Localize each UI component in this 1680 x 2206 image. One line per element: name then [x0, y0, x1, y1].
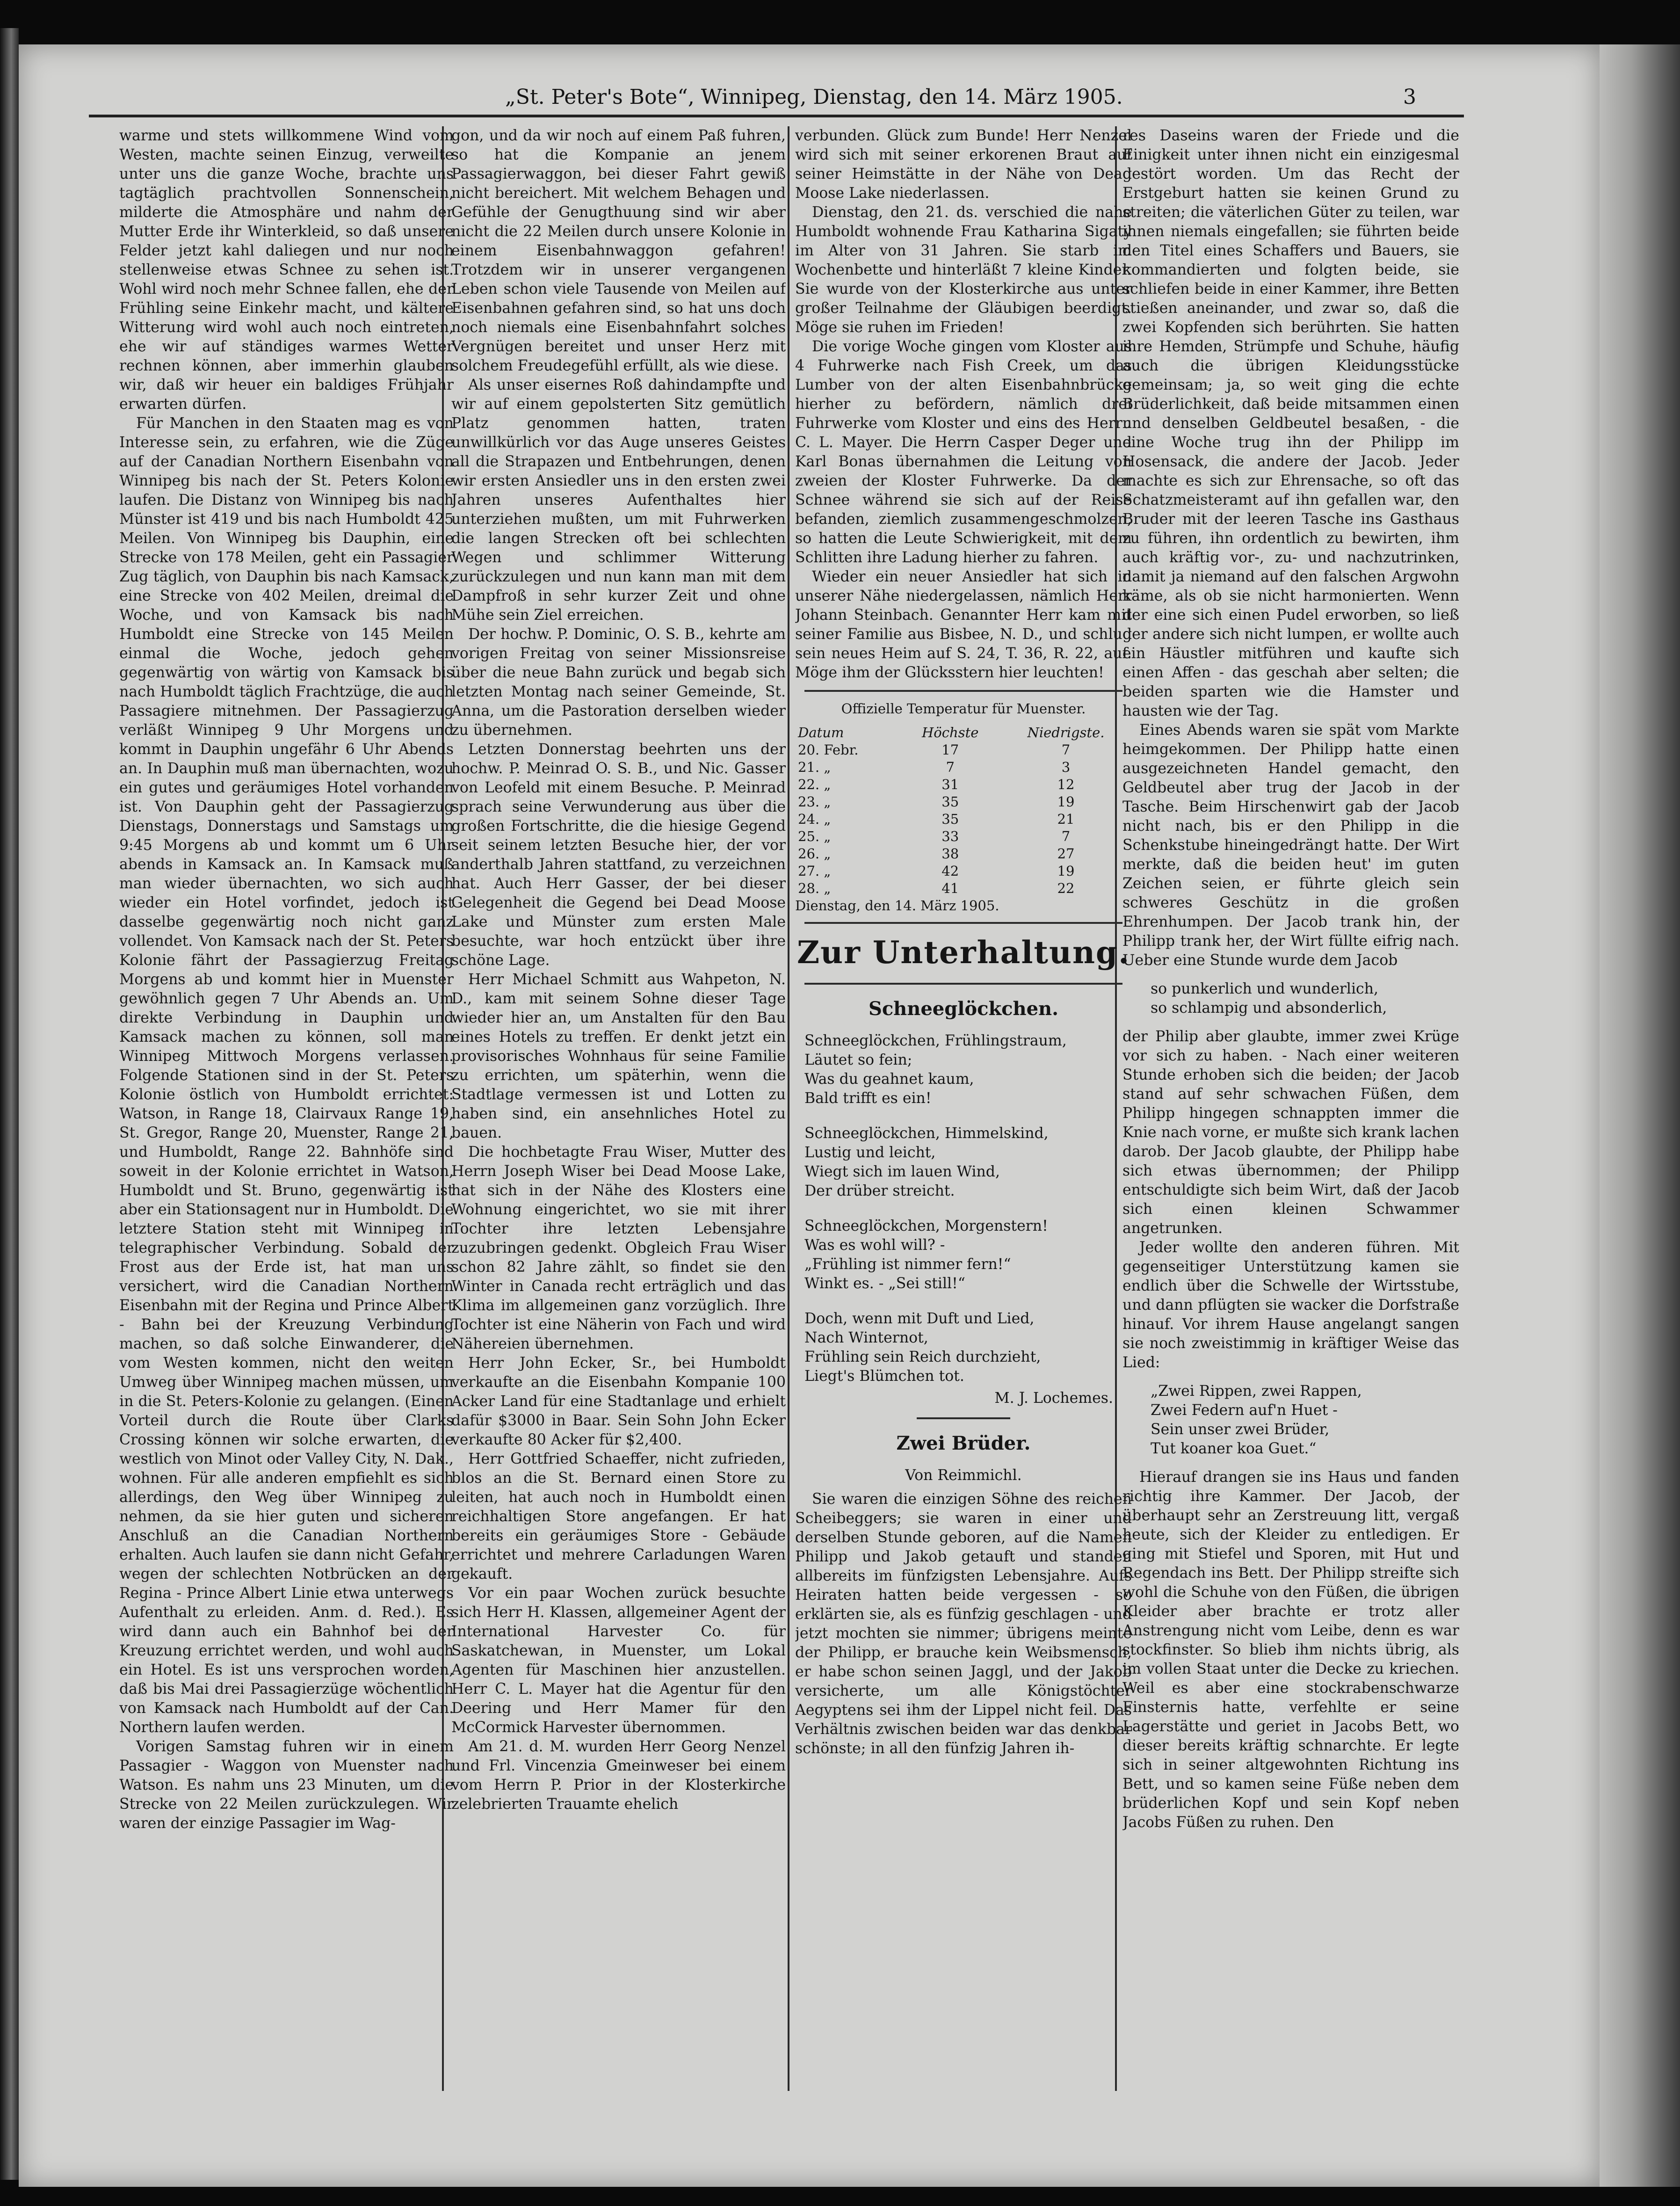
table-header-row [795, 724, 1132, 741]
poem-line: Frühling sein Reich durchzieht, [804, 1349, 1041, 1365]
article-paragraph: Wieder ein neuer Ansiedler hat sich in unserer Nähe niedergelassen, nämlich Herr Johann Steinbach. Genannter Herr kam mit seiner Familie aus Bisbee, N. D., und schlug sein neues Heim auf S. 24, T. 36, R. 22, auf. Möge ihm der Glücksstern hier leuchten! [795, 568, 1132, 681]
min-cell: 22 [1057, 880, 1075, 896]
poem-line: Lustig und leicht, [804, 1144, 936, 1161]
article-paragraph: Dienstag, den 21. ds. verschied die nahe Humboldt wohnende Frau Katharina Sigaty im Alter von 31 Jahren. Sie starb im Wochenbette und hinterläßt 7 kleine Kinder. Sie wurde von der Klosterkirche aus unter großer Teilnahme der Gläubigen beerdigt. Möge sie ruhen im Frieden! [795, 204, 1132, 336]
table-row [795, 776, 1132, 793]
min-cell: 27 [1057, 846, 1075, 862]
section-rule [804, 922, 1122, 924]
story-title: Zwei Brüder. [896, 1432, 1031, 1454]
article-paragraph: Herr Gottfried Schaeffer, nicht zufrieden, blos an die St. Bernard einen Store zu leiten, hat auch noch in Humboldt einen reichhaltigen Store angefangen. Er hat bereits ein geräumiges Store - Gebäude errichtet und mehrere Carladungen Waren gekauft. [451, 1451, 786, 1582]
poem-line: Nach Winternot, [804, 1329, 928, 1346]
min-cell: 21 [1057, 811, 1075, 827]
column-3 [795, 126, 1132, 2096]
date-cell: 20. Febr. [798, 742, 859, 758]
max-cell: 7 [946, 759, 955, 775]
table-row [795, 880, 1132, 897]
verse-line: Sein unser zwei Brüder, [1151, 1421, 1330, 1438]
running-head: „St. Peter's Bote“, Winnipeg, Dienstag, den 14. März 1905. [505, 85, 1123, 109]
date-cell: 25. „ [798, 828, 831, 844]
poem-line: Was du geahnet kaum, [804, 1071, 974, 1088]
verse-quote [1151, 1382, 1459, 1459]
article-paragraph: gon, und da wir noch auf einem Paß fuhren, so hat die Kompanie an jenem Passagierwaggon, bei dieser Fahrt gewiß nicht bereichert. Mit welchem Behagen und Gefühle der Genugthuung sind wir aber nicht die 22 Meilen durch unsere Kolonie in einem Eisenbahnwaggon gefahren! Trotzdem wir in unserer vergangenen Leben schon viele Tausende von Meilen auf Eisenbahnen gefahren sind, so hat uns doch noch niemals eine Eisenbahnfahrt solches Vergnügen bereitet und unser Herz mit solchem Freudegefühl erfüllt, als wie diese. [451, 127, 786, 374]
column-1 [119, 126, 454, 2096]
min-cell: 7 [1061, 828, 1071, 844]
poem-line: Der drüber streicht. [804, 1183, 955, 1199]
column-rule [788, 126, 789, 2091]
max-cell: 35 [941, 811, 959, 827]
date-cell: 28. „ [798, 880, 831, 896]
section-rule [804, 690, 1122, 692]
column-header: Datum [798, 725, 844, 740]
date-cell: 21. „ [798, 759, 831, 775]
max-cell: 33 [941, 828, 959, 844]
article-paragraph: warme und stets willkommene Wind vom Westen, machte seinen Einzug, verweilte unter uns die ganze Woche, brachte uns tagtäglich prachtvollen Sonnenschein, milderte die Atmosphäre und nahm der Mutter Erde ihr Winterkleid, so daß unsere Felder jetzt kahl daliegen und nur noch stellenweise etwas Schnee zu sehen ist. Wohl wird noch mehr Schnee fallen, ehe der Frühling seine Einkehr macht, und kältere Witterung wird wohl auch noch eintreten, ehe wir auf ständiges warmes Wetter rechnen können, aber immerhin glauben wir, daß wir heuer ein baldiges Frühjahr erwarten dürfen. [119, 127, 454, 413]
poem-line: Winkt es. - „Sei still!“ [804, 1275, 965, 1292]
poem-line: Was es wohl will? - [804, 1237, 945, 1254]
article-paragraph: Vor ein paar Wochen zurück besuchte sich Herr H. Klassen, allgemeiner Agent der International Harvester Co. für Saskatchewan, in Muenster, um Lokal Agenten für Maschinen hier anzustellen. Herr C. L. Mayer hat die Agentur für den Deering und Herr Mamer für den McCormick Harvester übernommen. [451, 1585, 786, 1736]
table-row [795, 863, 1132, 880]
date-cell: 24. „ [798, 811, 831, 827]
article-paragraph: Herr Michael Schmitt aus Wahpeton, N. D., kam mit seinem Sohne dieser Tage wieder hier an, um Anstalten für den Bau eines Hotels zu treffen. Er denkt jetzt ein provisorisches Wohnhaus für seine Familie zu errichten, um späterhin, wenn die Stadtlage vermessen ist und Lotten zu haben sind, ein ansehnliches Hotel zu bauen. [451, 971, 786, 1141]
table-row [795, 845, 1132, 863]
column-header: Höchste [922, 725, 979, 740]
story-paragraph: Jeder wollte den anderen führen. Mit gegenseitiger Unterstützung kamen sie endlich über die Schwelle der Wirtsstube, und dann pflügten sie wacker die Dorfstraße hinauf. Vor ihrem Hause angelangt sangen sie noch zweistimmig in kräftiger Weise das Lied: [1122, 1239, 1459, 1371]
temperature-table [795, 724, 1132, 897]
max-cell: 42 [941, 863, 959, 879]
max-cell: 35 [941, 794, 959, 810]
max-cell: 17 [941, 742, 959, 758]
date-cell: 23. „ [798, 794, 831, 810]
article-paragraph: Am 21. d. M. wurden Herr Georg Nenzel und Frl. Vincenzia Gmeinweser bei einem vom Herrn P. Prior in der Klosterkirche zelebrierten Trauamte ehelich [451, 1738, 786, 1813]
article-paragraph: Letzten Donnerstag beehrten uns der hochw. P. Meinrad O. S. B., und Nic. Gasser von Leofeld mit einem Besuche. P. Meinrad sprach seine Verwunderung aus über die großen Fortschritte, die die hiesige Gegend seit seinem letzten Besuche hier, der vor anderthalb Jahren stattfand, zu verzeichnen hat. Auch Herr Gasser, der bei dieser Gelegenheit die Gegend bei Dead Moose Lake und Münster zum ersten Male besuchte, war hoch entzückt über ihre schöne Lage. [451, 741, 786, 969]
page-right-margin [1600, 44, 1680, 2187]
article-paragraph: Für Manchen in den Staaten mag es von Interesse sein, zu erfahren, wie die Züge auf der Canadian Northern Eisenbahn von Winnipeg bis nach der St. Peters Kolonie laufen. Die Distanz von Winnipeg bis nach Münster ist 419 und bis nach Humboldt 425 Meilen. Von Winnipeg bis Dauphin, eine Strecke von 178 Meilen, geht ein Passagier Zug täglich, von Dauphin bis nach Kamsack, eine Strecke von 402 Meilen, dreimal die Woche, und von Kamsack bis nach Humboldt eine Strecke von 145 Meilen einmal die Woche, jedoch gehen gegenwärtig von wärtig von Kamsack bis nach Humboldt täglich Frachtzüge, die auch Passagiere mitnehmen. Der Passagierzug verläßt Winnipeg 9 Uhr Morgens und kommt in Dauphin ungefähr 6 Uhr Abends an. In Dauphin muß man übernachten, wozu ein gutes und geräumiges Hotel vorhanden ist. Von Dauphin geht der Passagierzug Dienstags, Donnerstags und Samstags um 9:45 Morgens ab und kommt um 6 Uhr abends in Kamsack an. In Kamsack muß man wieder übernachten, wo sich auch wieder ein Hotel vorfindet, jedoch ist dasselbe gegenwärtig noch nicht ganz vollendet. Von Kamsack nach der St. Peters Kolonie fährt der Passagierzug Freitag Morgens ab und kommt hier in Muenster gewöhnlich gegen 7 Uhr Abends an. Um direkte Verbindung in Dauphin und Kamsack machen zu können, soll man Winnipeg Mittwoch Morgens verlassen. Folgende Stationen sind in der St. Peters Kolonie östlich von Humboldt errichtet: Watson, in Range 18, Clairvaux Range 19, St. Gregor, Range 20, Muenster, Range 21, und Humboldt, Range 22. Bahnhöfe sind soweit in der Kolonie errichtet in Watson, Humboldt und St. Bruno, gegenwärtig ist aber ein Stationsagent nur in Humboldt. Die letztere Station steht mit Winnipeg in telegraphischer Verbindung. Sobald der Frost aus der Erde ist, hat man uns versichert, wird die Canadian Northern Eisenbahn mit der Regina und Prince Albert - Bahn bei der Kreuzung Verbindung machen, so daß solche Einwanderer, die vom Westen kommen, nicht den weiten Umweg über Winnipeg machen müssen, um in die St. Peters-Kolonie zu gelangen. (Einen Vorteil durch die Route über Clarks Crossing können wir solche erwarten, die westlich von Minot oder Valley City, N. Dak., wohnen. Für alle anderen empfiehlt es sich allerdings, den Weg über Winnipeg zu nehmen, da sie hier guten und sicheren Anschluß an die Canadian Northern erhalten. Auch laufen sie dann nicht Gefahr, wegen der schlechten Notbrücken an der Regina - Prince Albert Linie etwa unterwegs Aufenthalt zu erleiden. Anm. d. Red.). Es wird dann auch ein Bahnhof bei der Kreuzung errichtet werden, und wohl auch ein Hotel. Es ist uns versprochen worden, daß bis Mai drei Passagierzüge wöchentlich von Kamsack nach Humboldt auf der Can. Northern laufen werden. [119, 415, 454, 1736]
table-row [795, 828, 1132, 845]
poem-line: Schneeglöckchen, Morgenstern! [804, 1218, 1048, 1234]
poem-author: M. J. Lochemes. [994, 1390, 1113, 1407]
date-cell: 22. „ [798, 776, 831, 792]
poem-line: Bald trifft es ein! [804, 1090, 932, 1107]
verse-line: Tut koaner koa Guet.“ [1151, 1440, 1317, 1457]
article-paragraph: Vorigen Samstag fuhren wir in einem Passagier - Waggon von Muenster nach Watson. Es nahm uns 23 Minuten, um die Strecke von 22 Meilen zurückzulegen. Wir waren der einzige Passagier im Wag- [119, 1738, 454, 1832]
min-cell: 19 [1057, 794, 1075, 810]
story-paragraph: der Philip aber glaubte, immer zwei Krüge vor sich zu haben. - Nach einer weiteren Stunde erhoben sich die beiden; der Jacob stand auf sehr schwachen Füßen, dem Philipp hingegen schnappten immer die Knie nach vorne, er mußte sich krank lachen darob. Der Jacob glaubte, der Philipp habe sich etwas übernommen; der Philipp entschuldigte sich beim Wirt, daß der Jacob sich einen kleinen Schwammer angetrunken. [1122, 1028, 1459, 1237]
temperature-table-block [795, 700, 1132, 914]
story-byline: Von Reimmichl. [905, 1467, 1022, 1484]
story-paragraph: res Daseins waren der Friede und die Einigkeit unter ihnen nicht ein einzigesmal gestört worden. Um das Recht der Erstgeburt hatten sie keinen Grund zu streiten; die väterlichen Güter zu teilen, war ihnen niemals eingefallen; sie führten beide den Titel eines Schaffers und Bauers, sie kommandierten und folgten beide, sie schliefen beide in einer Kammer, ihre Betten stießen aneinander, und zwar so, daß die zwei Kopfenden sich berührten. Sie hatten ihre Hemden, Strümpfe und Schuhe, häufig auch die übrigen Kleidungsstücke gemeinsam; ja, so weit ging die echte Brüderlichkeit, daß beide mitsammen einen und denselben Geldbeutel besaßen, - die eine Woche trug ihn der Philipp im Hosensack, die andere der Jacob. Jeder machte es sich zur Ehrensache, so oft das Schatzmeisteramt auf ihn gefallen war, den Bruder mit der leeren Tasche ins Gasthaus zu führen, ihn ordentlich zu bewirten, ihm auch kräftig vor-, zu- und nachzutrinken, damit ja niemand auf den falschen Argwohn käme, als ob sie nicht harmonierten. Wenn der eine sich einen Pudel erworben, so ließ der andere sich nicht lumpen, er wollte auch ein Häustler mitführen und kaufte sich einen Affen - das geschah aber selten; die beiden sparten wie die Hamster und hausten wie der Tag. [1122, 127, 1459, 719]
max-cell: 38 [941, 846, 959, 862]
date-cell: 26. „ [798, 846, 831, 862]
min-cell: 12 [1057, 776, 1075, 792]
article-paragraph: Die hochbetagte Frau Wiser, Mutter des Herrn Joseph Wiser bei Dead Moose Lake, hat sich in der Nähe des Klosters eine Wohnung eingerichtet, wo sie mit ihrer Tochter ihre letzten Lebensjahre zuzubringen gedenkt. Obgleich Frau Wiser schon 82 Jahre zählt, so findet sie den Winter in Canada recht erträglich und das Klima im allgemeinen ganz vorzüglich. Ihre Tochter ist eine Näherin von Fach und wird Nähereien übernehmen. [451, 1144, 786, 1352]
poem-stanza [804, 1217, 1132, 1293]
poem-line: Wiegt sich im lauen Wind, [804, 1163, 1000, 1180]
poem-line: Schneeglöckchen, Himmelskind, [804, 1125, 1049, 1142]
column-header: Niedrigste. [1027, 725, 1105, 740]
verse-line: „Zwei Rippen, zwei Rappen, [1151, 1383, 1362, 1400]
article-paragraph: Der hochw. P. Dominic, O. S. B., kehrte am vorigen Freitag von seiner Missionsreise über die neue Bahn zurück und begab sich letzten Montag nach seiner Gemeinde, St. Anna, um die Pastoration derselben wieder zu übernehmen. [451, 626, 786, 739]
article-paragraph: Die vorige Woche gingen vom Kloster aus 4 Fuhrwerke nach Fish Creek, um das Lumber von der alten Eisenbahnbrücke hierher zu befördern, nämlich drei Fuhrwerke vom Kloster und eins des Herrn C. L. Mayer. Die Herrn Casper Deger und Karl Bonas übernahmen die Leitung von zweien der Kloster Fuhrwerke. Da der Schnee während sie sich auf der Reise befanden, ziemlich zusammengeschmolzen, so hatten die Leute Schwierigkeit, mit dem Schlitten ihre Ladung hierher zu fahren. [795, 338, 1132, 566]
verse-line: Zwei Federn auf'n Huet - [1151, 1402, 1338, 1419]
header-rule [89, 115, 1464, 117]
poem-stanza [804, 1031, 1132, 1108]
short-rule [917, 1417, 1010, 1419]
max-cell: 41 [941, 880, 959, 896]
poem-stanza [804, 1309, 1132, 1386]
temperature-title: Offizielle Temperatur für Muenster. [841, 701, 1086, 717]
table-row [795, 811, 1132, 828]
verse-line: so schlampig und absonderlich, [1151, 1000, 1387, 1016]
story-paragraph: Eines Abends waren sie spät vom Markte heimgekommen. Der Philipp hatte einen ausgezeichneten Handel gemacht, den Geldbeutel aber trug der Jacob in der Tasche. Beim Hirschenwirt gab der Jacob nicht nach, bis er den Philipp in die Schenkstube hineingedrängt hatte. Der Wirt merkte, daß die beiden heut' im guten Zeichen seien, er führte gleich sein schweres Geschütz in die großen Ehrenhumpen. Der Jacob trank hin, der Philipp trank her, der Wirt füllte eifrig nach. Ueber eine Stunde wurde dem Jacob [1122, 722, 1459, 969]
story-paragraph: Sie waren die einzigen Söhne des reichen Scheibeggers; sie waren in einer und derselben Stunde geboren, auf die Namen Philipp und Jakob getauft und standen allbereits im fünfzigsten Lebensjahre. Aufs Heiraten hatten beide vergessen - so erklärten sie, als es fünfzig geschlagen - und jetzt mochten sie nimmer; übrigens meinte der Philipp, er brauche kein Weibsmensch, er habe schon seinen Jaggl, und der Jakob versicherte, um alle Königstöchter Aegyptens sei ihm der Lippel nicht feil. Das Verhältnis zwischen beiden war das denkbar schönste; in all den fünfzig Jahren ih- [795, 1491, 1132, 1757]
poem-title: Schneeglöckchen. [868, 998, 1059, 1020]
poem-line: Liegt's Blümchen tot. [804, 1368, 964, 1385]
column-4 [1122, 126, 1459, 2096]
verse-quote [1151, 980, 1459, 1018]
poem-line: Läutet so fein; [804, 1052, 912, 1068]
min-cell: 7 [1061, 742, 1071, 758]
table-row [795, 741, 1132, 759]
article-paragraph: Als unser eisernes Roß dahindampfte und wir auf einem gepolsterten Sitz gemütlich Platz genommen hatten, traten unwillkürlich vor das Auge unseres Geistes all die Strapazen und Entbehrungen, denen wir ersten Ansiedler uns in den ersten zwei Jahren unseres Aufenthaltes hier unterziehen mußten, um mit Fuhrwerken die langen Strecken oft bei schlechten Wegen und schlimmer Witterung zurückzulegen und nun kann man mit dem Dampfroß in sehr kurzer Zeit und ohne Mühe sein Ziel erreichen. [451, 377, 786, 624]
page-number: 3 [1403, 85, 1416, 109]
column-2 [451, 126, 786, 2096]
min-cell: 19 [1057, 863, 1075, 879]
min-cell: 3 [1061, 759, 1071, 775]
verse-line: so punkerlich und wunderlich, [1151, 980, 1379, 997]
article-paragraph: Herr John Ecker, Sr., bei Humboldt verkaufte an die Eisenbahn Kompanie 100 Acker Land für eine Stadtanlage und erhielt dafür $3000 in Baar. Sein Sohn John Ecker verkaufte 80 Acker für $2,400. [451, 1355, 786, 1448]
max-cell: 31 [941, 776, 959, 792]
section-rule [804, 983, 1122, 985]
section-heading: Zur Unterhaltung. [797, 934, 1130, 971]
poem-stanza [804, 1124, 1132, 1201]
previous-page-edge [0, 28, 19, 2180]
article-paragraph: verbunden. Glück zum Bunde! Herr Nenzel wird sich mit seiner erkorenen Braut auf seiner Heimstätte in der Nähe von Dead Moose Lake niederlassen. [795, 127, 1132, 202]
table-row [795, 759, 1132, 776]
date-cell: 27. „ [798, 863, 831, 879]
story-paragraph: Hierauf drangen sie ins Haus und fanden richtig ihre Kammer. Der Jacob, der überhaupt sehr an Zerstreuung litt, vergaß heute, sich der Kleider zu entledigen. Er ging mit Stiefel und Sporen, mit Hut und Regendach ins Bett. Der Philipp streifte sich wohl die Schuhe von den Füßen, die übrigen Kleider aber brachte er trotz aller Anstrengung nicht vom Leibe, denn es war stockfinster. So blieb ihm nichts übrig, als im vollen Staat unter die Decke zu kriechen. Weil es aber eine stockrabenschwarze Finsternis hatte, verfehlte er seine Lagerstätte und geriet in Jacobs Bett, wo dieser bereits kräftig schnarchte. Er legte sich in seiner altgewohnten Richtung ins Bett, und so kamen seine Füße neben dem brüderlichen Kopf und sein Kopf neben Jacobs Füßen zu ruhen. Den [1122, 1469, 1459, 1831]
poem-line: Schneeglöckchen, Frühlingstraum, [804, 1032, 1067, 1049]
temperature-date: Dienstag, den 14. März 1905. [795, 898, 999, 914]
poem-line: Doch, wenn mit Duft und Lied, [804, 1310, 1035, 1327]
table-row [795, 793, 1132, 811]
poem-line: „Frühling ist nimmer fern!“ [804, 1256, 1011, 1273]
